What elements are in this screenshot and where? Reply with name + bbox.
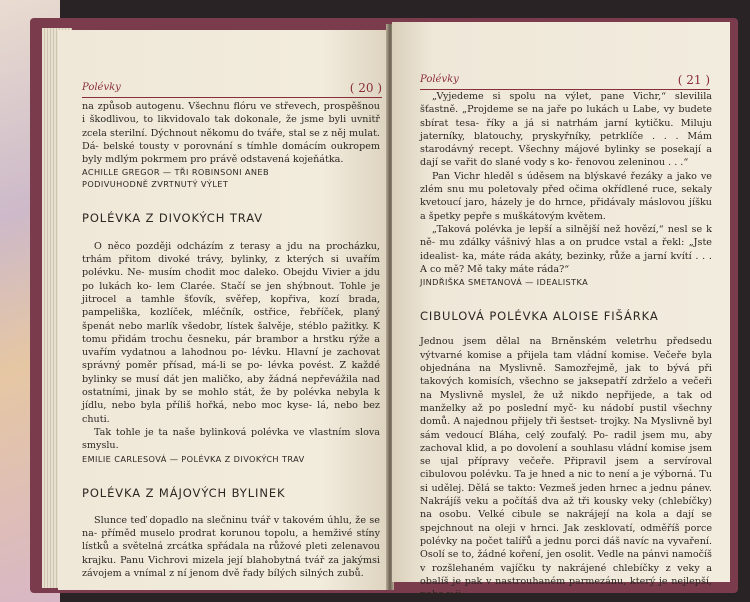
left-running-head — [82, 82, 382, 98]
intro-paragraph: na způsob autogenu. Všechnu flóru ve střevech, prospěšnou i škodlivou, to likvidovalo tak dokonale, že jsme byli uvnitř zcela sterilní. Dýchnout někomu do tváře, stal se z něj mulat. Dá- belské tousty v porovnání s tímhle domácím oukropem byly mdlým pokrmem pro právě odstavená kojeňátka. — [82, 101, 380, 166]
page-number: ( 21 ) — [677, 73, 710, 87]
right-running-head — [420, 74, 710, 90]
header-rule — [82, 97, 382, 98]
body-paragraph: Jednou jsem dělal na Brněnském veletrhu předsedu výtvarné komise a přijela tam vládní komise. Večeře byla objednána na Myslivně. Samozřejmě, jak to bývá při takových komisích, všechno se jaksepatří zdrželo a večeři na Myslivně myslel, že už nikdo nepřijede, a tak od manželky až po poslední myč- ku nádobí pustil všechny domů. A najednou přijely tři šestset- trojky. Na Myslivně byl sám vedoucí Bláha, celý zoufalý. Po- radil jsem mu, aby zachoval klid, a po dovolení a souhlasu vládní komise jsem se ujal přípravy večeře. Připravil jsem a servíroval cibulovou polévku. Ta je hned a nic to není a je výborná. Tu si udělej. Dělá se takto: Vezmeš jeden hrnec a jednu pánev. Nakrájíš veku a počítáš dva až tři kousky veky (chlebíčky) na osobu. Velké cibule se nakrájejí na kola a dají se spejchnout na oleji v hrnci. Jak zesklovatí, odměříš porce polévky na počet talířů a jednu porci dáš navíc na vyvaření. Osolí se to, žádné koření, jen osolit. Vedle na pánvi namočíš v rozšlehaném vajíčku ty nakrájené chlebíčky z veky a obalíš je pak v nastrouhaném parmezánu, který je nejlepší, nebo v ji- — [420, 336, 713, 601]
body-paragraph: O něco později odcházím z terasy a jdu na procházku, trhám přitom divoké trávy, bylinky, z kterých si uvařím polévku. Ne- musím chodit moc daleko. Obejdu Vivier a jdu po lukách ko- lem Clarée. Stačí se jen shýbnout. Tohle je jitrocel a tamhle šťovík, svěřep, kopřiva, kozí brada, pampeliška, kozlíček, mléčník, ostřice, řebříček, planý špenát nebo marlík všedobr, lístek šalvěje, stéblo pažitky. K tomu přidám trochu česneku, pár brambor a hrstku rýže a uvařím vydatnou a lahodnou po- lévku. Hlavní je zachovat správný poměr přísad, má-li se po- lévka povést. Z každé bylinky se musí dát jen maličko, aby žádná nepřevážila nad ostatními, jinak by se mohlo stát, že by polévka nebyla k jídlu, nebo byla příliš hořká, nebo moc kyse- lá, nebo bez chuti. — [82, 240, 381, 425]
page-number: ( 20 ) — [349, 81, 382, 95]
body-paragraph: „Taková polévka je lepší a silnější než hovězí,“ nesl se k ně- mu zdálky vášnivý hlas a on prudce vstal a řekl: „Jste idealist- ka, máte ráda akáty, bezinky, růže a jarní kvítí . . . A co mě? Mě taky máte ráda?“ — [420, 223, 712, 275]
body-paragraph: Tak tohle je ta naše bylinková polévka ve vlastním slova smyslu. — [82, 426, 380, 452]
section-heading: POLÉVKA Z MÁJOVÝCH BYLINEK — [82, 485, 286, 500]
body-paragraph: Slunce teď dopadlo na slečninu tvář v takovém úhlu, že se na- příměd muselo prodrat korunou topolu, a hemživé stíny lístků a světelná zrcátka spřádala na růžové pleti zelenavou krajku. Panu Vichrovi mizela její blahobytná tvář za jakýmsi závojem a vnímal z ní jenom dvě řady bílých silných zubů. — [82, 514, 380, 580]
left-page-text — [82, 100, 380, 580]
running-head-label: Polévky — [420, 74, 459, 85]
running-head-label: Polévky — [82, 82, 121, 93]
body-paragraph: „Vyjedeme si spolu na výlet, pane Vichr,“ slevilila šťastně. „Projdeme se na jaře po lukách u Labe, vy budete sbírat tesa- říky a já si natrhám jarní kytičku. Miluju jaterníky, blatouchy, pryskyřníky, petrklíče . . . Mám starodávný recept. Všechny májové bylinky se posekají a dají se vařit do slané vody s ko- řenovou zeleninou . . .“ — [420, 91, 712, 169]
section-heading: CIBULOVÁ POLÉVKA ALOISE FIŠÁRKA — [420, 309, 659, 324]
right-page-text — [420, 90, 712, 601]
body-paragraph: Pan Vichr hleděl s úděsem na blýskavé řezáky a jako ve zlém snu mu poletovaly před očima okřídlené ruce, sekaly kvetoucí jaro, házely je do hrnce, přidávaly máslovou jíšku a špetky pepře s muškátovým květem. — [420, 170, 712, 222]
section-heading: POLÉVKA Z DIVOKÝCH TRAV — [82, 211, 263, 226]
left-page — [58, 30, 388, 590]
attribution: JINDŘIŠKA SMETANOVÁ — IDEALISTKA — [420, 277, 589, 288]
right-page — [392, 22, 730, 601]
attribution: ACHILLE GREGOR — TŘI ROBINSONI ANEB PODIVUHODNĚ ZVRTNUTÝ VÝLET — [82, 167, 270, 190]
attribution: EMILIE CARLESOVÁ — POLÉVKA Z DIVOKÝCH TRAV — [82, 453, 305, 464]
